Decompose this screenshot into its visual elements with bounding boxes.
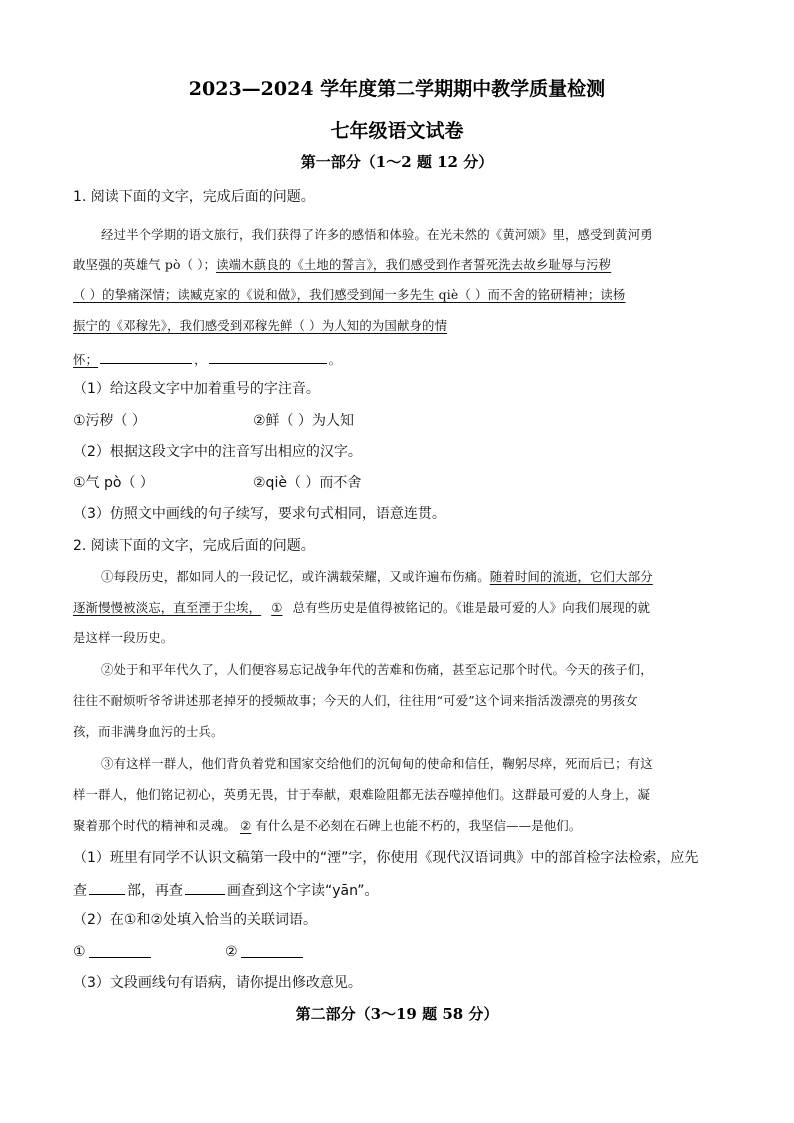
q1-subquestion-3: （3）仿照文中画线的句子续写，要求句式相同，语意连贯。 [73,506,446,522]
q2-subquestion-1-line-2 [73,880,378,900]
answer-blank[interactable] [89,880,125,895]
exam-title: 2023—2024 学年度第二学期期中教学质量检测 [188,78,606,100]
q1-prompt: 1. 阅读下面的文字，完成后面的问题。 [73,189,315,205]
q2-text: 查 [73,883,87,899]
q2-paragraph-1-line-2 [73,599,650,617]
q2-blank-1-marker: ① [271,600,283,615]
q2-subquestion-2: （2）在①和②处填入恰当的关联词语。 [73,912,318,928]
q2-paragraph-2-line-3: 孩，而非满身血污的士兵。 [73,724,224,739]
q2-paragraph-2-line-1: ②处于和平年代久了，人们便容易忘记战争年代的苦难和伤痛，甚至忘记那个时代。今天的孩子们， [101,662,653,677]
q2-text: 部，再查 [127,883,183,899]
answer-blank[interactable] [185,880,225,895]
part-one-heading: 第一部分（1～2 题 12 分） [300,153,494,171]
q2-underlined-sentence: 逐渐慢慢被淡忘，直至湮于尘埃， [73,600,262,615]
q2-paragraph-3-line-1: ③有这样一群人，他们背负着党和国家交给他们的沉甸甸的使命和信任，鞠躬尽瘁，死而后已；有这 [101,756,653,771]
exam-subtitle: 七年级语文试卷 [330,120,464,142]
q1-passage-line-4: 振宁的《邓稼先》，我们感受到邓稼先鲜（ ）为人知的为国献身的情 [73,318,448,333]
q1-subquestion-1: （1）给这段文字中加着重号的字注音。 [73,381,320,397]
q2-text: 聚着那个时代的精神和灵魂。 [73,818,237,833]
q2-underlined-sentence: 随着时间的流逝，它们大部分 [489,569,653,584]
q2-text: 有什么是不必刻在石碑上也能不朽的，我坚信——是他们。 [255,818,582,833]
answer-blank[interactable] [89,943,151,958]
q2-blank-2-marker: ② [240,818,252,833]
q1-item-wuhui: ①污秽（ ） [73,413,147,429]
q2-paragraph-3-line-3 [73,817,581,835]
q1-passage-text: 怀； [73,352,99,367]
q1-passage-text: ， [194,352,207,367]
q2-text: ①每段历史，都如同人的一段记忆，或许满载荣耀，又或许遍布伤痛。 [101,569,490,584]
q2-answer-1-label: ① [73,944,86,960]
q1-passage-line-3: （ ）的挚痛深情；读臧克家的《说和做》，我们感受到闻一多先生 qiè（ ）而不舍的铭研精神；读杨 [73,287,626,302]
q1-underlined-sentence: 读端木蕻良的《土地的誓言》，我们感受到作者誓死洗去故乡耻辱与污秽 [216,257,612,272]
q1-passage-text: 。 [328,352,342,367]
q1-passage-text: 敢坚强的英雄气 pò（ ）； [73,257,217,272]
q2-paragraph-3-line-2: 样一群人，他们铭记初心，英勇无畏，甘于奉献，艰难险阻都无法吞噬掉他们。这群最可爱的人身上，凝 [73,787,650,802]
q2-text: 总有些历史是值得被铭记的。《谁是最可爱的人》向我们展现的就 [292,600,651,615]
q2-answer-2-label: ② [225,944,238,960]
q1-item-qie: ②qiè（ ）而不舍 [253,475,362,491]
q1-passage-line-1: 经过半个学期的语文旅行，我们获得了许多的感悟和体验。在光未然的《黄河颂》里，感受到黄河勇 [101,227,653,242]
q2-paragraph-1-line-1 [101,568,653,586]
q1-passage-line-5 [73,349,341,369]
answer-blank[interactable] [209,349,327,364]
q1-item-xian: ②鲜（ ）为人知 [253,413,355,429]
part-two-heading: 第二部分（3～19 题 58 分） [295,1005,499,1023]
q2-subquestion-3: （3）文段画线句有语病，请你提出修改意见。 [73,975,362,991]
q2-paragraph-1-line-3: 是这样一段历史。 [73,630,174,645]
q2-text: 画查到这个字读“yān”。 [227,883,379,899]
q2-prompt: 2. 阅读下面的文字，完成后面的问题。 [73,538,315,554]
q2-paragraph-2-line-2: 往往不耐烦听爷爷讲述那老掉牙的授频故事；今天的人们，往往用“可爱”这个词来指活泼漂亮的男孩女 [73,693,638,708]
q1-subquestion-2: （2）根据这段文字中的注音写出相应的汉字。 [73,444,362,460]
q2-subquestion-1-line-1: （1）班里有同学不认识文稿第一段中的“湮”字，你使用《现代汉语词典》中的部首检字法检索，应先 [73,850,699,866]
q1-passage-line-2 [73,256,611,274]
answer-blank[interactable] [100,349,192,364]
answer-blank[interactable] [241,943,303,958]
q1-item-po: ①气 pò（ ） [73,475,154,491]
